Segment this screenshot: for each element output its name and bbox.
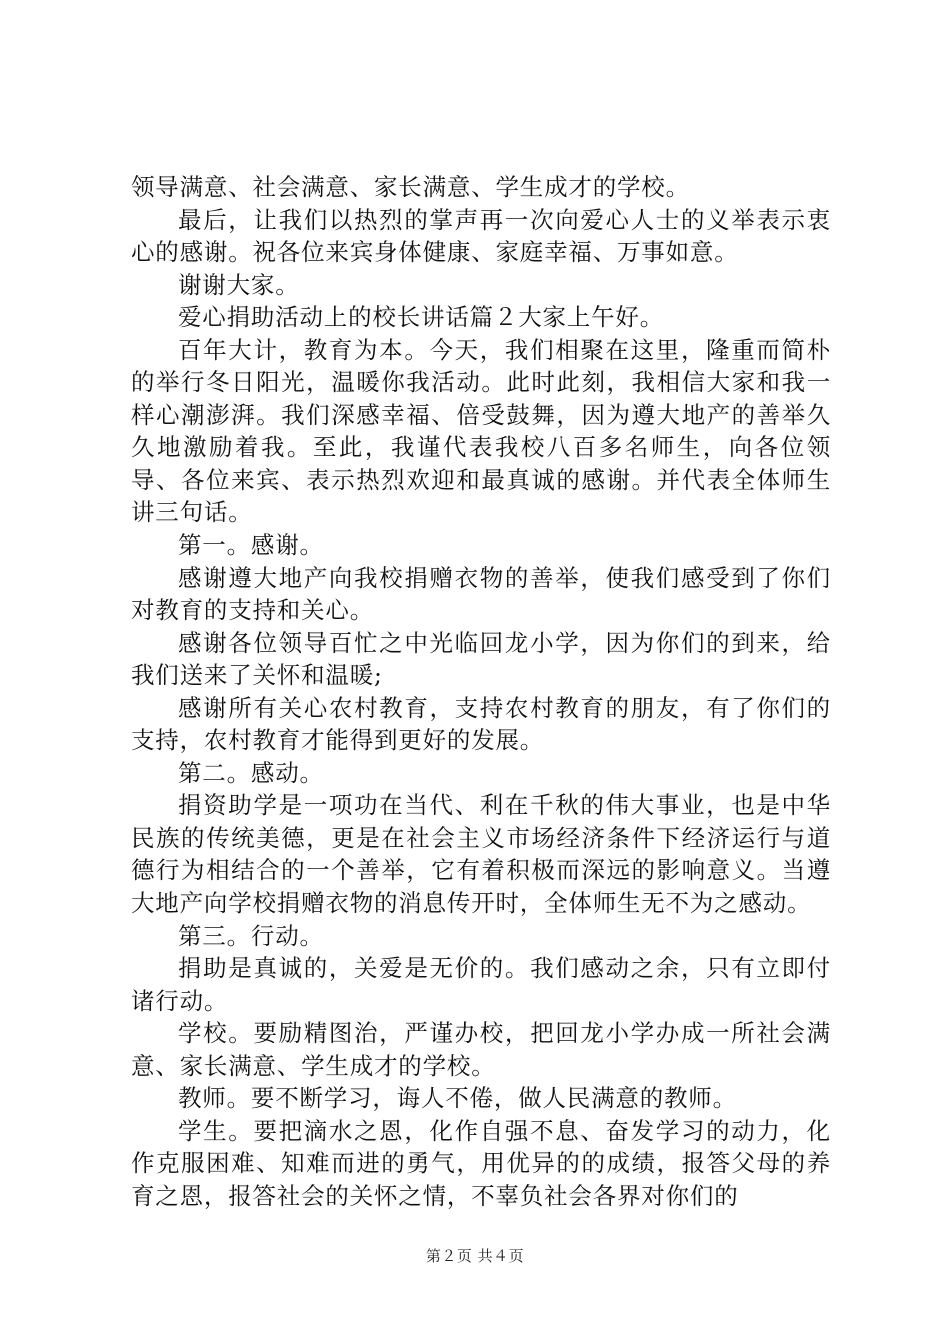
paragraph: 感谢所有关心农村教育，支持农村教育的朋友，有了你们的支持，农村教育才能得到更好的发展。 <box>131 693 831 755</box>
page-number-footer: 第２页 共４页 <box>425 1247 525 1265</box>
paragraph: 教师。要不断学习，诲人不倦，做人民满意的教师。 <box>178 1084 737 1113</box>
paragraph: 捐助是真诚的，关爱是无价的。我们感动之余，只有立即付诸行动。 <box>131 954 831 1015</box>
paragraph: 领导满意、社会满意、家长满意、学生成才的学校。 <box>131 173 690 201</box>
paragraph: 第二。感动。 <box>178 758 324 787</box>
paragraph: 最后，让我们以热烈的掌声再一次向爱心人士的义举表示衷心的感谢。祝各位来宾身体健康、家庭幸福、万事如意。 <box>131 205 831 267</box>
paragraph: 爱心捐助活动上的校长讲话篇２大家上午好。 <box>178 303 664 332</box>
paragraph: 第三。行动。 <box>178 921 324 950</box>
paragraph: 学校。要励精图治，严谨办校，把回龙小学办成一所社会满意、家长满意、学生成才的学校。 <box>131 1019 831 1080</box>
document-body <box>131 171 831 1213</box>
paragraph: 学生。要把滴水之恩，化作自强不息、奋发学习的动力，化作克服困难、知难而进的勇气，用优异的的成绩，报答父母的养育之恩，报答社会的关怀之情，不辜负社会各界对你们的 <box>131 1116 831 1210</box>
paragraph: 感谢各位领导百忙之中光临回龙小学，因为你们的到来，给我们送来了关怀和温暖; <box>131 628 831 690</box>
paragraph: 第一。感谢。 <box>178 531 324 560</box>
paragraph: 感谢遵大地产向我校捐赠衣物的善举，使我们感受到了你们对教育的支持和关心。 <box>131 563 831 625</box>
paragraph: 谢谢大家。 <box>178 270 300 299</box>
paragraph: 百年大计，教育为本。今天，我们相聚在这里，隆重而简朴的举行冬日阳光，温暖你我活动。此时此刻，我相信大家和我一样心潮澎湃。我们深感幸福、倍受鼓舞，因为遵大地产的善举久久地激励着我。至此，我谨代表我校八百多名师生，向各位领导、各位来宾、表示热烈欢迎和最真诚的感谢。并代表全体师生讲三句话。 <box>131 335 831 527</box>
paragraph: 捐资助学是一项功在当代、利在千秋的伟大事业，也是中华民族的传统美德，更是在社会主义市场经济条件下经济运行与道德行为相结合的一个善举，它有着积极而深远的影响意义。当遵大地产向学校捐赠衣物的消息传开时，全体师生无不为之感动。 <box>131 791 831 918</box>
